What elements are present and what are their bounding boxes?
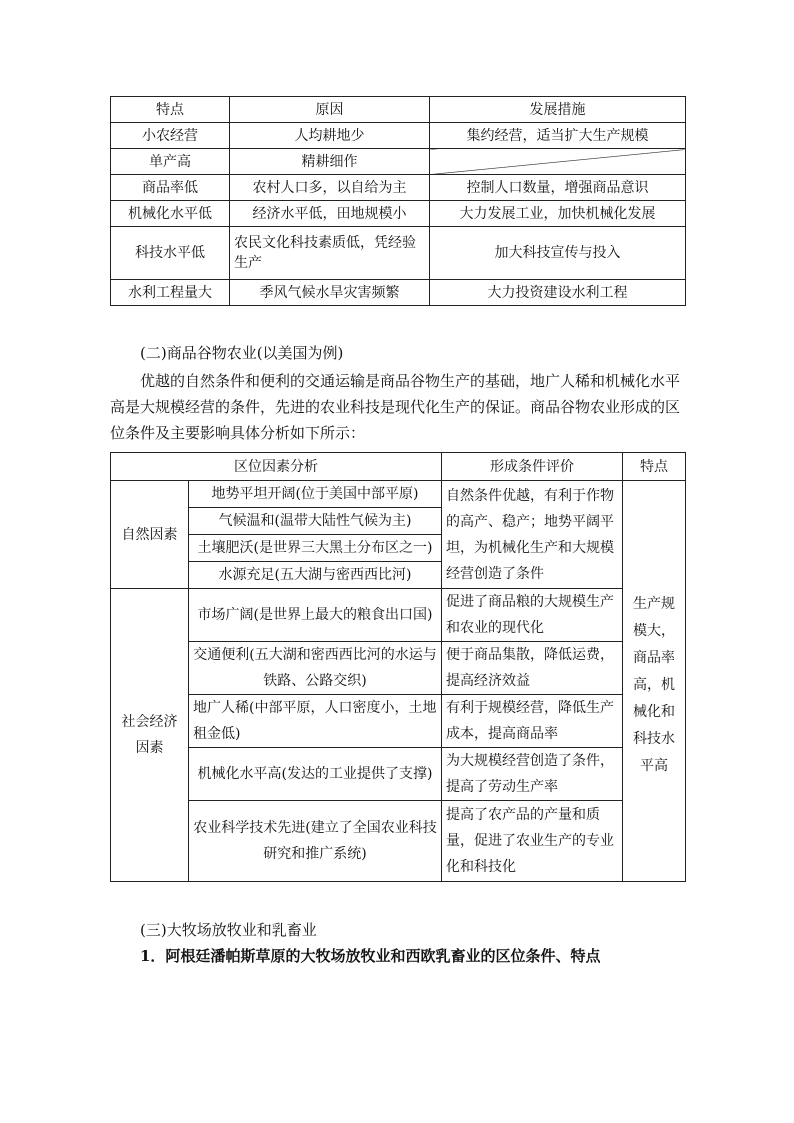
table-row: [111, 642, 686, 695]
table-cell: 水利工程量大: [111, 280, 230, 306]
table-cell: 单产高: [111, 149, 230, 175]
section-paragraph: 优越的自然条件和便利的交通运输是商品谷物生产的基础，地广人稀和机械化水平高是大规模经营的条件，先进的农业科技是现代化生产的保证。商品谷物农业形成的区位条件及主要影响具体分析如下所示：: [110, 372, 681, 442]
factor-cell: 土壤肥沃(是世界三大黑土分布区之一): [189, 535, 442, 562]
section-heading: (三)大牧场放牧业和乳畜业: [140, 921, 317, 939]
table-header-row: [111, 453, 686, 481]
table-cell: 大力发展工业，加快机械化发展: [430, 201, 686, 227]
evaluation-cell: 有利于规模经营，降低生产成本，提高商品率: [442, 695, 623, 748]
table-cell: 商品率低: [111, 175, 230, 201]
header-cell: 发展措施: [430, 97, 686, 123]
natural-factor-label: 自然因素: [111, 481, 189, 589]
evaluation-cell: 促进了商品粮的大规模生产和农业的现代化: [442, 589, 623, 642]
factor-cell: 机械化水平高(发达的工业提供了支撑): [189, 748, 442, 801]
table-row: [111, 481, 686, 508]
rice-farming-table: [110, 96, 686, 306]
table-row: [111, 175, 686, 201]
table-row: [111, 695, 686, 748]
header-cell: 区位因素分析: [111, 453, 442, 481]
table-row: [111, 201, 686, 227]
evaluation-cell: 提高了农产品的产量和质量，促进了农业生产的专业化和科技化: [442, 801, 623, 882]
table-cell: 加大科技宣传与投入: [430, 227, 686, 280]
table-row: [111, 149, 686, 175]
table-cell: 季风气候水旱灾害频繁: [230, 280, 430, 306]
table-cell: 小农经营: [111, 123, 230, 149]
header-cell: 形成条件评价: [442, 453, 623, 481]
diagonal-empty-cell: [430, 149, 686, 175]
factor-cell: 交通便利(五大湖和密西西比河的水运与铁路、公路交织): [189, 642, 442, 695]
factor-cell: 地势平坦开阔(位于美国中部平原): [189, 481, 442, 508]
table-cell: 控制人口数量，增强商品意识: [430, 175, 686, 201]
feature-cell: 生产规模大，商品率高，机械化和科技水平高: [623, 481, 686, 882]
table-cell: 精耕细作: [230, 149, 430, 175]
header-cell: 特点: [623, 453, 686, 481]
commercial-grain-table: [110, 452, 686, 882]
table-cell: 科技水平低: [111, 227, 230, 280]
factor-cell: 市场广阔(是世界上最大的粮食出口国): [189, 589, 442, 642]
table-row: [111, 280, 686, 306]
table-row: [111, 227, 686, 280]
table-row: [111, 748, 686, 801]
table-row: [111, 801, 686, 882]
table-cell: 农村人口多，以自给为主: [230, 175, 430, 201]
social-factor-label: 社会经济因素: [111, 589, 189, 882]
table-cell: 机械化水平低: [111, 201, 230, 227]
table-cell: 人均耕地少: [230, 123, 430, 149]
table-cell: 经济水平低，田地规模小: [230, 201, 430, 227]
evaluation-cell: 自然条件优越，有利于作物的高产、稳产；地势平阔平坦，为机械化生产和大规模经营创造了条件: [442, 481, 623, 589]
table-row: [111, 123, 686, 149]
table-cell: 集约经营，适当扩大生产规模: [430, 123, 686, 149]
table-header-row: [111, 97, 686, 123]
evaluation-cell: 为大规模经营创造了条件，提高了劳动生产率: [442, 748, 623, 801]
factor-cell: 水源充足(五大湖与密西西比河): [189, 562, 442, 589]
table-cell: 大力投资建设水利工程: [430, 280, 686, 306]
evaluation-cell: 便于商品集散，降低运费，提高经济效益: [442, 642, 623, 695]
header-cell: 原因: [230, 97, 430, 123]
header-cell: 特点: [111, 97, 230, 123]
section-heading: (二)商品谷物农业(以美国为例): [140, 344, 344, 362]
factor-cell: 农业科学技术先进(建立了全国农业科技研究和推广系统): [189, 801, 442, 882]
section-item: 1．阿根廷潘帕斯草原的大牧场放牧业和西欧乳畜业的区位条件、特点: [140, 947, 601, 965]
factor-cell: 气候温和(温带大陆性气候为主): [189, 508, 442, 535]
table-row: [111, 589, 686, 642]
factor-cell: 地广人稀(中部平原，人口密度小，土地租金低): [189, 695, 442, 748]
table-cell: 农民文化科技素质低，凭经验生产: [230, 227, 430, 280]
